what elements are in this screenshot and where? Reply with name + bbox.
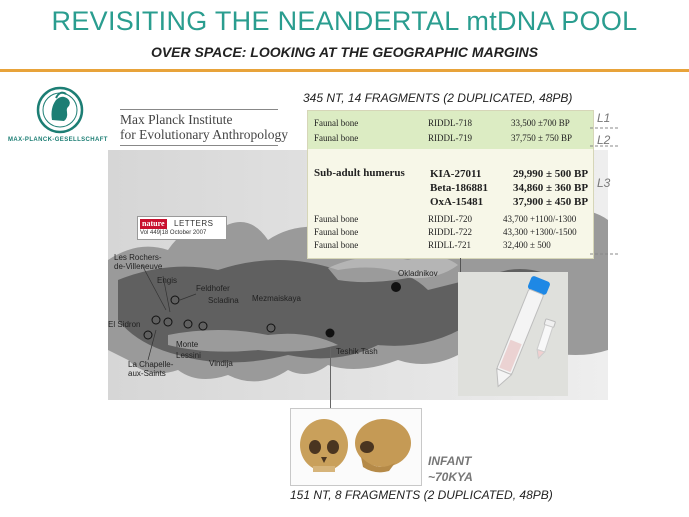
sample-tubes-photo (458, 272, 568, 396)
table-row-5-sample: Faunal bone (314, 240, 359, 250)
humerus-date-2: 34,860 ± 360 BP (513, 182, 589, 194)
skull-icon (291, 409, 421, 485)
level-label-l2: L2 (597, 133, 611, 147)
slide-subtitle: OVER SPACE: LOOKING AT THE GEOGRAPHIC MARGINS (150, 44, 539, 60)
institute-rule-bottom (120, 145, 278, 146)
table-row-1-lab: RIDDL-718 (428, 118, 472, 128)
institute-rule-top (120, 109, 278, 110)
slide-title: REVISITING THE NEANDERTAL mtDNA POOL (51, 6, 638, 36)
table-row-4-sample: Faunal bone (314, 227, 359, 237)
humerus-labs (430, 167, 488, 209)
table-row-3-sample: Faunal bone (314, 214, 359, 224)
table-row-2-date: 37,750 ± 750 BP (511, 133, 572, 143)
society-name: MAX-PLANCK-GESELLSCHAFT (8, 137, 108, 143)
table-row-2-sample: Faunal bone (314, 133, 359, 143)
site-label-teshik-tash: Teshik Tash (336, 347, 378, 356)
level-label-l1: L1 (597, 111, 611, 125)
bottom-fragment-caption: 151 NT, 8 FRAGMENTS (2 DUPLICATED, 48PB) (290, 488, 553, 502)
minerva-logo-icon (30, 84, 90, 138)
site-label-les-rochers: Les Rochers- de-Villeneuve (114, 253, 163, 271)
infant-skull-photo (290, 408, 422, 486)
skull-connector (330, 348, 331, 408)
infant-age-label (428, 453, 473, 485)
okladnikov-site-marker (391, 282, 401, 292)
table-row-2-lab: RIDDL-719 (428, 133, 472, 143)
nature-issue: Vol 449|18 October 2007 (140, 230, 207, 236)
humerus-date-1: 29,990 ± 500 BP (513, 168, 589, 180)
site-label-el-sidron: El Sidron (108, 320, 141, 329)
site-label-okladnikov: Okladnikov (398, 269, 438, 278)
table-row-4-date: 43,300 +1300/-1500 (503, 227, 577, 237)
institute-name (120, 112, 288, 142)
table-row-5-date: 32,400 ± 500 (503, 240, 551, 250)
site-label-monte: Monte (176, 340, 199, 349)
table-row-3-date: 43,700 +1100/-1300 (503, 214, 577, 224)
site-label-vindija: Vindija (209, 359, 233, 368)
site-label-la-chapelle: La Chapelle- aux-Saints (128, 360, 174, 378)
humerus-lab-3: OxA-15481 (430, 196, 484, 208)
site-label-lessini: Lessini (176, 351, 201, 360)
institute-name-line2: for Evolutionary Anthropology (120, 127, 288, 142)
infant-label-line1: INFANT (428, 454, 472, 468)
level-label-l3: L3 (597, 176, 611, 190)
humerus-sample: Sub-adult humerus (314, 167, 405, 179)
humerus-lab-2: Beta-186881 (430, 182, 489, 194)
table-row-1-date: 33,500 ±700 BP (511, 118, 570, 128)
dating-table (307, 110, 594, 259)
top-fragment-caption: 345 NT, 14 FRAGMENTS (2 DUPLICATED, 48PB) (303, 91, 573, 105)
site-label-engis: Engis (157, 276, 178, 285)
institute-name-line1: Max Planck Institute (120, 112, 233, 127)
site-label-feldhofer: Feldhofer (196, 284, 230, 293)
table-connector (460, 258, 461, 272)
teshik-tash-site-marker (326, 329, 335, 338)
table-row-3-lab: RIDDL-720 (428, 214, 472, 224)
nature-brand: nature (142, 219, 165, 228)
nature-section: LETTERS (174, 219, 214, 228)
nature-letters-badge (137, 216, 227, 240)
site-label-mezmaiskaya: Mezmaiskaya (252, 294, 301, 303)
title-divider (0, 69, 689, 72)
table-row-1-sample: Faunal bone (314, 118, 359, 128)
table-row-4-lab: RIDDL-722 (428, 227, 472, 237)
table-top-band (308, 111, 593, 149)
table-row-5-lab: RIDLL-721 (428, 240, 471, 250)
humerus-dates (513, 167, 588, 209)
sample-tubes-icon (458, 272, 568, 396)
infant-label-line2: ~70KYA (428, 470, 473, 484)
site-label-scladina: Scladina (208, 296, 239, 305)
humerus-date-3: 37,900 ± 450 BP (513, 196, 589, 208)
humerus-lab-1: KIA-27011 (430, 168, 482, 180)
